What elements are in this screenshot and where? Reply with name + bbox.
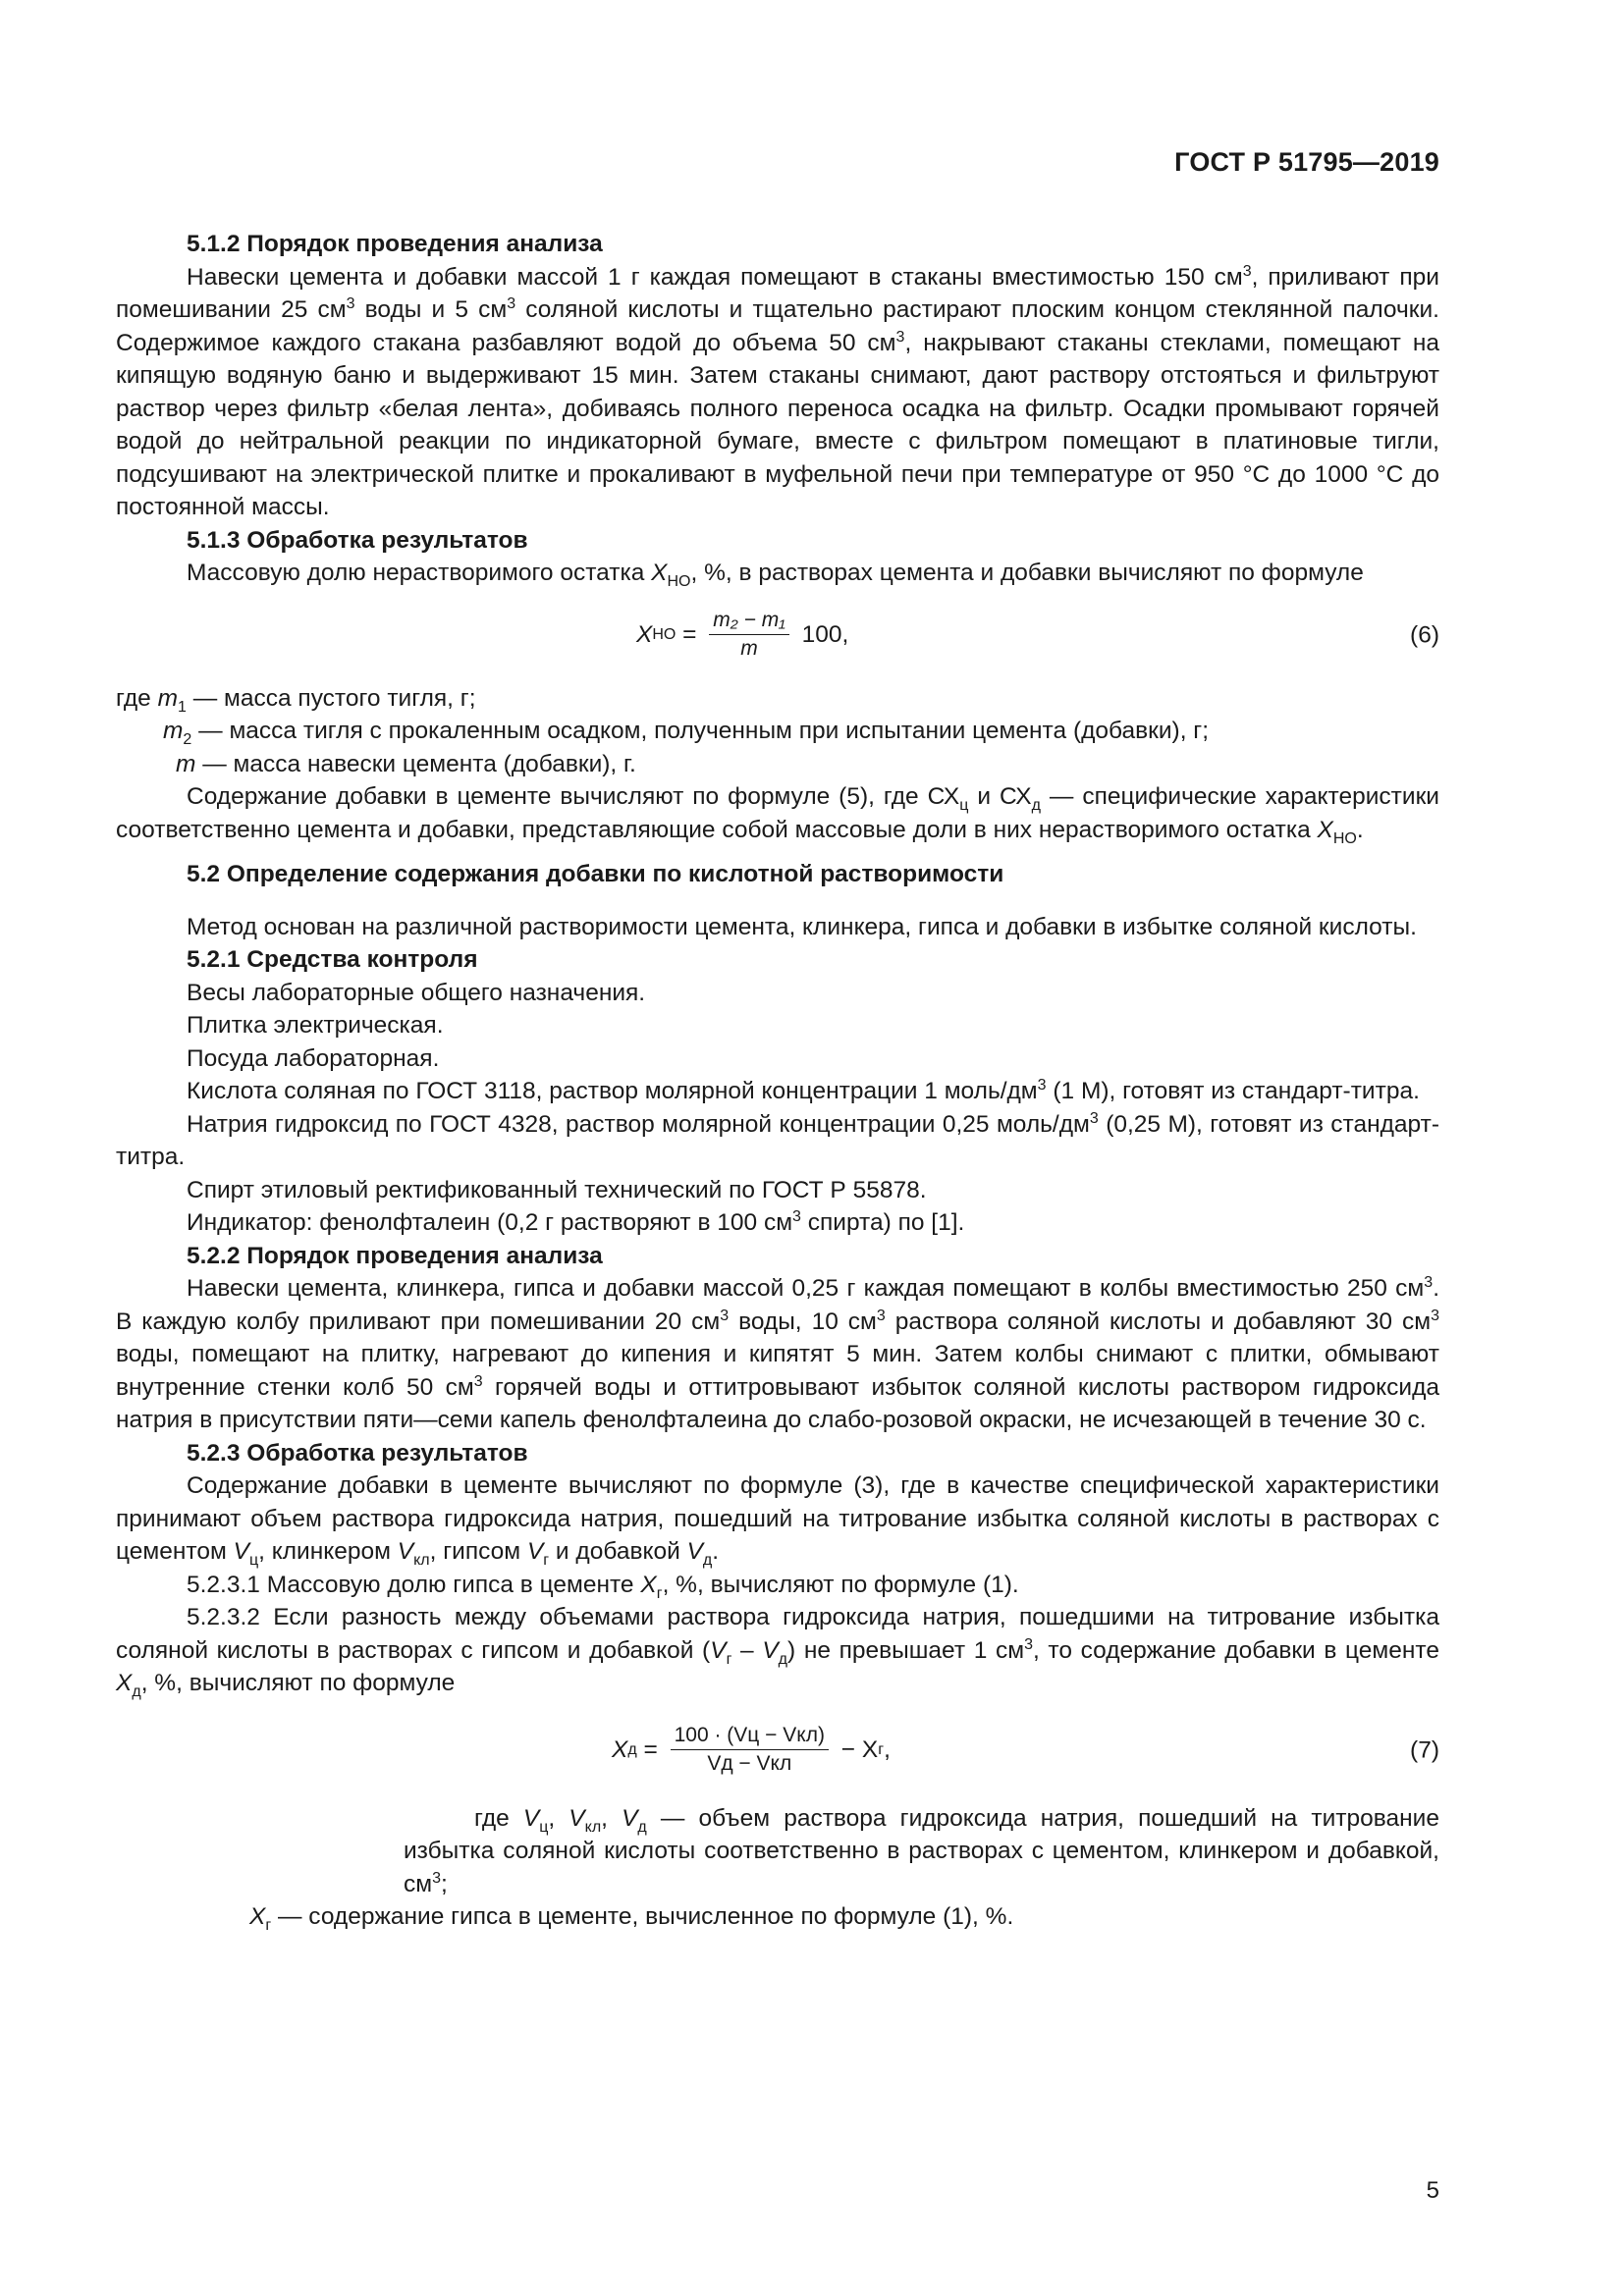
- list-item: Натрия гидроксид по ГОСТ 4328, раствор молярной концентрации 0,25 моль/$дм^3$ (0,25 М), готовят из стандарт-титра.: [116, 1109, 1440, 1170]
- paragraph: Метод основан на различной растворимости цемента, клинкера, гипса и добавки в избытке соляной кислоты.: [187, 913, 1417, 940]
- list-item: Плитка электрическая.: [187, 1012, 444, 1039]
- section-5-1-2-title: 5.1.2 Порядок проведения анализа: [187, 231, 603, 257]
- formula-6: X НО = $\frac{\text{m₂ − m₁}}{m}$ 100, (6): [636, 609, 1439, 660]
- list-item: Спирт этиловый ректификованный технический по ГОСТ Р 55878.: [187, 1176, 927, 1203]
- section-5-2-1-title: 5.2.1 Средства контроля: [187, 946, 478, 973]
- document-body: [116, 228, 1439, 1934]
- section-5-2-2-title: 5.2.2 Порядок проведения анализа: [187, 1242, 603, 1269]
- standard-code: ГОСТ Р 51795—2019: [1174, 147, 1439, 177]
- where-list: где $m_1$ — масса пустого тигля, г; $m_2$ — масса тигля с прокаленным осадком, полученным при испытании цемента (добавки), г; m — масса навески цемента (добавки), г.: [116, 684, 1210, 777]
- where-item: $X_г$ — содержание гипса в цементе, вычисленное по формуле (1), %.: [249, 1903, 1014, 1934]
- paragraph: Содержание добавки в цементе вычисляют по формуле (3), где в качестве специфической характеристики принимают объем раствора гидроксида натрия, пошедший на титрование избытка соляной кислоты в растворах с цементом $V_ц$, клинкером $V_{кл}$, гипсом $V_г$ и добавкой $V_д$.: [116, 1472, 1439, 1569]
- section-5-1-3-title: 5.1.3 Обработка результатов: [187, 526, 528, 554]
- equation-number: (7): [1410, 1735, 1439, 1763]
- section-5-2-title: 5.2 Определение содержания добавки по кислотной растворимости: [187, 861, 1004, 887]
- paragraph: Содержание добавки в цементе вычисляют по формуле (5), где $СХ_ц$ и $СХ_д$ — специфические характеристики соответственно цемента и добавки, представляющие собой массовые доли в них нерастворимого остатка $X_{НО}$.: [116, 783, 1439, 847]
- list-item: Весы лабораторные общего назначения.: [187, 979, 646, 1006]
- paragraph: 5.2.3.2 Если разность между объемами раствора гидроксида натрия, пошедшими на титрование избытка соляной кислоты в растворах с гипсом и добавкой $(V_г - V_д)$ не превышает 1 $см^3$, то содержание добавки в цементе $X_д$, %, вычисляют по формуле: [116, 1604, 1439, 1700]
- paragraph: Навески цемента и добавки массой 1 г каждая помещают в стаканы вместимостью 150 $см^3$, приливают при помешивании 25 $см^3$ воды и 5 $см^3$ соляной кислоты и тщательно растирают плоским концом стеклянной палочки. Содержимое каждого стакана разбавляют водой до объема 50 $см^3$, накрывают стаканы стеклами, помещают на кипящую водяную баню и выдерживают 15 мин. Затем стаканы снимают, дают раствору отстояться и фильтруют раствор через фильтр «белая лента», добиваясь полного переноса осадка на фильтр. Осадки промывают горячей водой до нейтральной реакции по индикаторной бумаге, вместе с фильтром помещают в платиновые тигли, подсушивают на электрической плитке и прокаливают в муфельной печи при температуре от 950 °С до 1000 °С до постоянной массы.: [116, 262, 1439, 520]
- where-item: где $V_ц$, $V_{кл}$, $V_д$ — объем раствора гидроксида натрия, пошедший на титрование избытка соляной кислоты соответственно в растворах с цементом, клинкером и добавкой, $см^3$;: [404, 1804, 1439, 1897]
- paragraph: Массовую долю нерастворимого остатка $X_{НО}$, %, в растворах цемента и добавки вычисляют по формуле: [187, 560, 1364, 590]
- page-number: 5: [1426, 2177, 1439, 2204]
- list-item: Кислота соляная по ГОСТ 3118, раствор молярной концентрации 1 моль/$дм^3$ (1 М), готовят из стандарт-титра.: [187, 1077, 1420, 1104]
- formula-7: X д = $\frac{\text{100 · (Vц − Vкл)}}{\text{Vд − Vкл}}$ − X г , (7): [612, 1724, 1439, 1775]
- equation-number: (6): [1410, 620, 1439, 648]
- paragraph: 5.2.3.1 Массовую долю гипса в цементе $X_г$, %, вычисляют по формуле (1).: [187, 1571, 1019, 1602]
- paragraph: Навески цемента, клинкера, гипса и добавки массой 0,25 г каждая помещают в колбы вместимостью 250 $см^3$. В каждую колбу приливают при помешивании 20 $см^3$ воды, 10 $см^3$ раствора соляной кислоты и добавляют 30 $см^3$ воды, помещают на плитку, нагревают до кипения и кипятят 5 мин. Затем колбы снимают с плитки, обмывают внутренние стенки колб 50 $см^3$ горячей воды и оттитровывают избыток соляной кислоты раствором гидроксида натрия в присутствии пяти—семи капель фенолфталеина до слабо-розовой окраски, не исчезающей в течение 30 с.: [116, 1274, 1439, 1433]
- list-item: Посуда лабораторная.: [187, 1044, 440, 1072]
- section-5-2-3-title: 5.2.3 Обработка результатов: [187, 1439, 528, 1467]
- list-item: Индикатор: фенолфталеин (0,2 г растворяют в 100 $см^3$ спирта) по [1].: [187, 1208, 965, 1236]
